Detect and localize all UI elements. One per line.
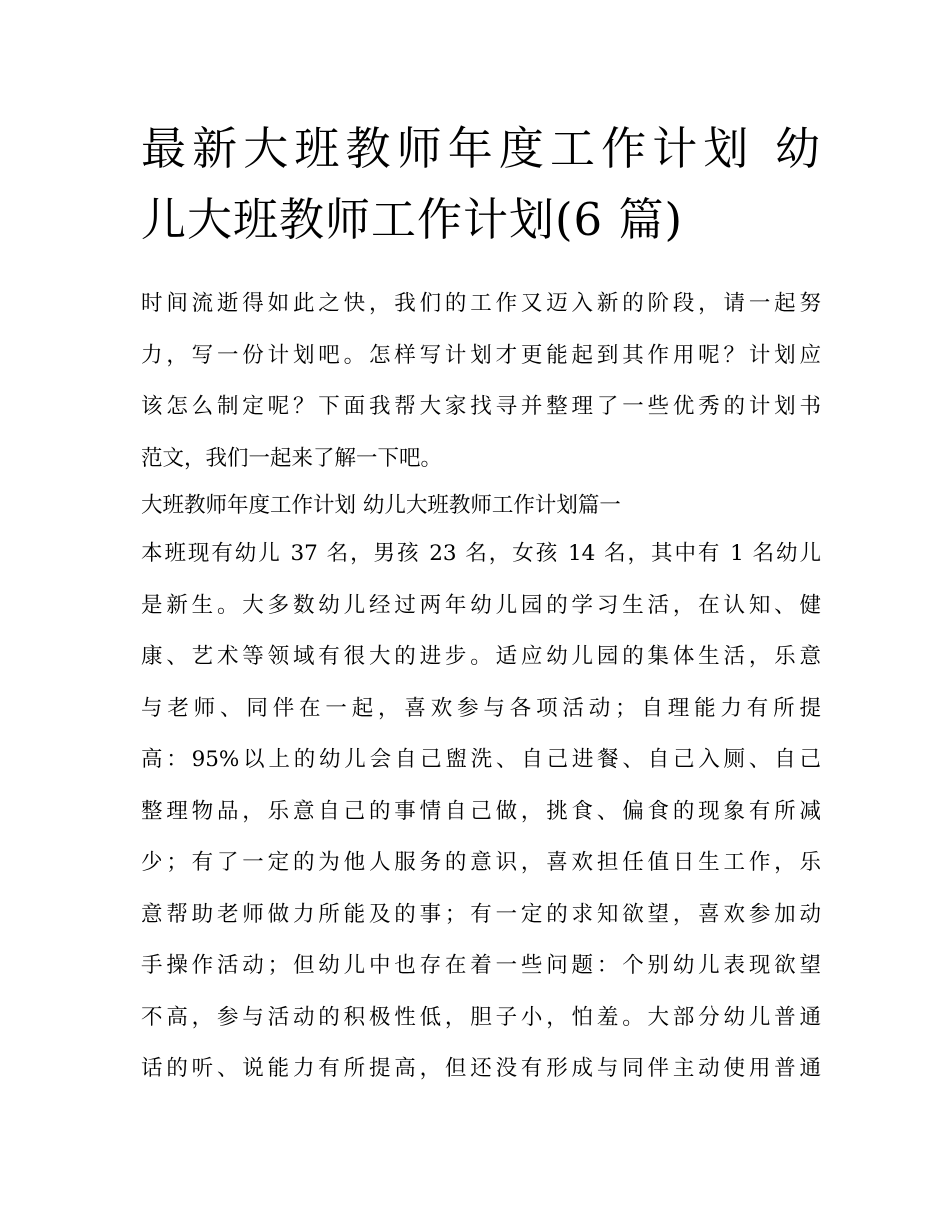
body-line: 与老师、同伴在一起，喜欢参与各项活动；自理能力有所提 — [141, 695, 821, 721]
body-line: 话的听、说能力有所提高，但还没有形成与同伴主动使用普通 — [141, 1056, 821, 1081]
body-line: 手操作活动；但幼儿中也存在着一些问题：个别幼儿表现欲望 — [141, 953, 821, 978]
intro-paragraph — [141, 278, 821, 484]
body-line: 少；有了一定的为他人服务的意识，喜欢担任值日生工作，乐 — [141, 850, 821, 875]
intro-line: 该怎么制定呢？下面我帮大家找寻并整理了一些优秀的计划书 — [141, 394, 821, 419]
document-title — [141, 113, 821, 255]
title-line: 儿大班教师工作计划(6 篇) — [141, 193, 684, 246]
body-line: 意帮助老师做力所能及的事；有一定的求知欲望，喜欢参加动 — [141, 901, 821, 927]
body-line: 本班现有幼儿 37 名，男孩 23 名，女孩 14 名，其中有 1 名幼儿 — [141, 541, 821, 566]
body-line: 高：95%以上的幼儿会自己盥洗、自己进餐、自己入厕、自己 — [141, 747, 821, 772]
body-line: 整理物品，乐意自己的事情自己做，挑食、偏食的现象有所减 — [141, 798, 821, 824]
body-line: 不高，参与活动的积极性低，胆子小，怕羞。大部分幼儿普通 — [141, 1004, 821, 1030]
body-line: 是新生。大多数幼儿经过两年幼儿园的学习生活，在认知、健 — [141, 592, 821, 618]
body-paragraph — [141, 528, 821, 1095]
intro-line: 时间流逝得如此之快，我们的工作又迈入新的阶段，请一起努 — [141, 291, 821, 316]
title-line: 最新大班教师年度工作计划 幼 — [141, 122, 821, 175]
intro-line: 范文，我们一起来了解一下吧。 — [141, 445, 443, 471]
intro-line: 力，写一份计划吧。怎样写计划才更能起到其作用呢？计划应 — [141, 342, 821, 368]
body-line: 康、艺术等领域有很大的进步。适应幼儿园的集体生活，乐意 — [141, 644, 821, 669]
section-heading: 大班教师年度工作计划 幼儿大班教师工作计划篇一 — [141, 493, 621, 518]
